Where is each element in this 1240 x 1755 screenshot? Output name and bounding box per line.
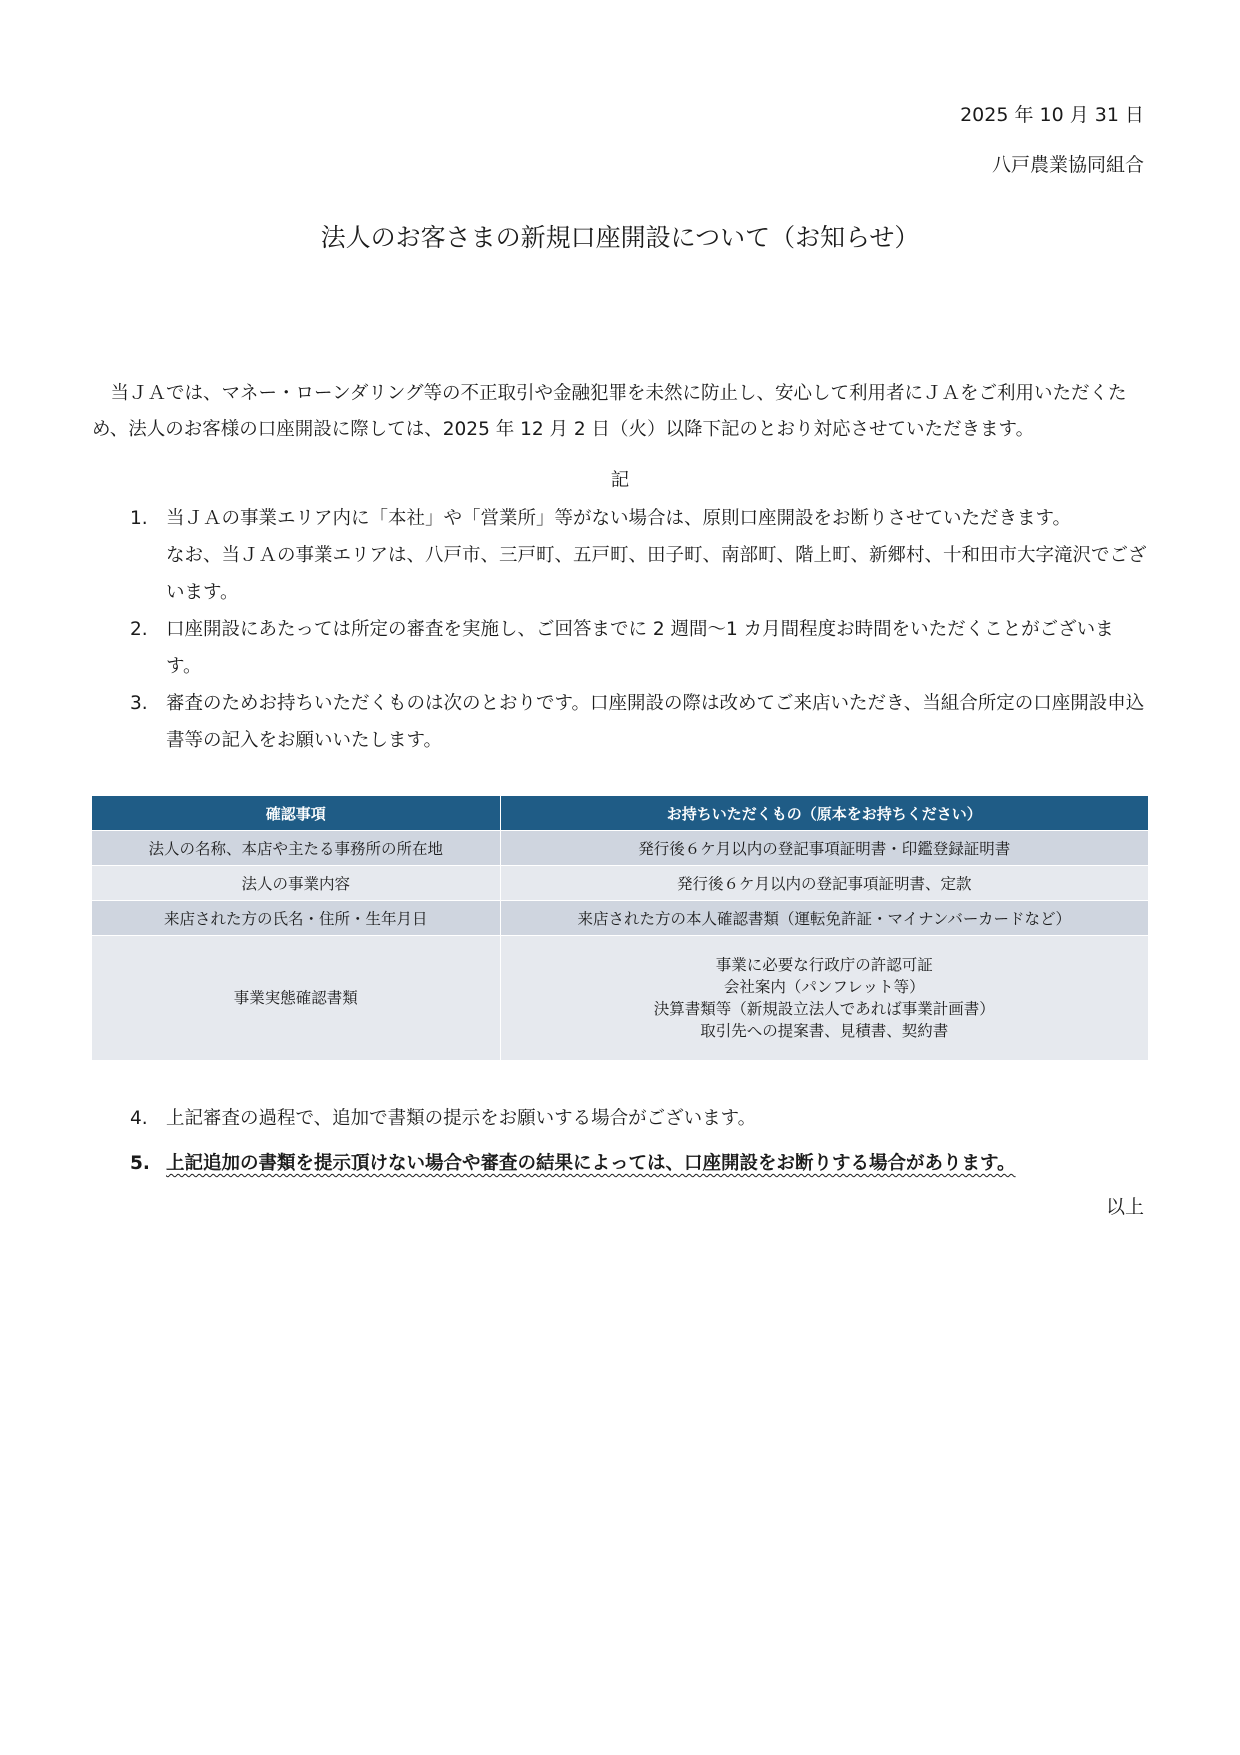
doc-line: 取引先への提案書、見積書、契約書 <box>700 1022 949 1040</box>
table-row <box>92 831 1148 866</box>
table-cell-docs: 発行後６ケ月以内の登記事項証明書、定款 <box>500 866 1148 901</box>
list-item-number: 5. <box>130 1153 150 1174</box>
table-cell-item: 法人の事業内容 <box>92 866 500 901</box>
list-item <box>130 1100 1148 1137</box>
notice-list-continued <box>130 1100 1148 1190</box>
table-row <box>92 901 1148 936</box>
required-documents-table <box>92 796 1148 1060</box>
list-item-text: 審査のためお持ちいただくものは次のとおりです。口座開設の際は改めてご来店いただき、当組合所定の口座開設申込書等の記入をお願いいたします。 <box>166 693 1145 751</box>
list-item-number: 3. <box>130 693 148 714</box>
list-item <box>130 685 1148 759</box>
table-cell-item: 法人の名称、本店や主たる事務所の所在地 <box>92 831 500 866</box>
issuer-organization: 八戸農業協同組合 <box>991 154 1144 176</box>
table-header-check-item: 確認事項 <box>92 796 500 831</box>
list-item <box>130 500 1148 611</box>
list-item-text: 口座開設にあたっては所定の審査を実施し、ご回答までに 2 週間～1 カ月間程度お時間をいただくことがございます。 <box>166 619 1114 677</box>
list-item-emphasis <box>130 1145 1148 1182</box>
document-title: 法人のお客さまの新規口座開設について（お知らせ） <box>320 223 920 252</box>
ki-heading: 記 <box>610 470 630 491</box>
list-item-number: 2. <box>130 619 148 640</box>
table-row <box>92 866 1148 901</box>
doc-line: 事業に必要な行政庁の許認可証 <box>715 956 933 974</box>
list-item-text: 当ＪＡの事業エリア内に「本社」や「営業所」等がない場合は、原則口座開設をお断りさせていただきます。 <box>166 508 1072 529</box>
list-item-text: 上記審査の過程で、追加で書類の提示をお願いする場合がございます。 <box>166 1108 757 1129</box>
table-cell-docs <box>500 936 1148 1061</box>
table-cell-item: 事業実態確認書類 <box>92 936 500 1061</box>
table-cell-docs: 来店された方の本人確認書類（運転免許証・マイナンバーカードなど） <box>500 901 1148 936</box>
doc-line: 会社案内（パンフレット等） <box>723 978 925 996</box>
table-row <box>92 936 1148 1061</box>
table-cell-docs: 発行後６ケ月以内の登記事項証明書・印鑑登録証明書 <box>500 831 1148 866</box>
document-date: 2025 年 10 月 31 日 <box>960 104 1144 126</box>
intro-paragraph: 当ＪＡでは、マネー・ローンダリング等の不正取引や金融犯罪を未然に防止し、安心して利用者にＪＡをご利用いただくため、法人のお客様の口座開設に際しては、2025 年 12 月 2 日（火）以降下記のとおり対応させていただきます。 <box>92 383 1127 440</box>
notice-list <box>130 500 1148 759</box>
list-item-text: 上記追加の書類を提示頂けない場合や審査の結果によっては、口座開設をお断りする場合があります。 <box>166 1153 1016 1174</box>
list-item-number: 1. <box>130 508 148 529</box>
list-item <box>130 611 1148 685</box>
table-cell-item: 来店された方の氏名・住所・生年月日 <box>92 901 500 936</box>
closing-mark: 以上 <box>1105 1196 1144 1218</box>
table-header-documents: お持ちいただくもの（原本をお持ちください） <box>500 796 1148 831</box>
list-item-note: なお、当ＪＡの事業エリアは、八戸市、三戸町、五戸町、田子町、南部町、階上町、新郷村、十和田市大字滝沢でございます。 <box>166 545 1147 603</box>
doc-line: 決算書類等（新規設立法人であれば事業計画書） <box>653 1000 995 1018</box>
list-item-number: 4. <box>130 1108 148 1129</box>
table-header-row <box>92 796 1148 831</box>
